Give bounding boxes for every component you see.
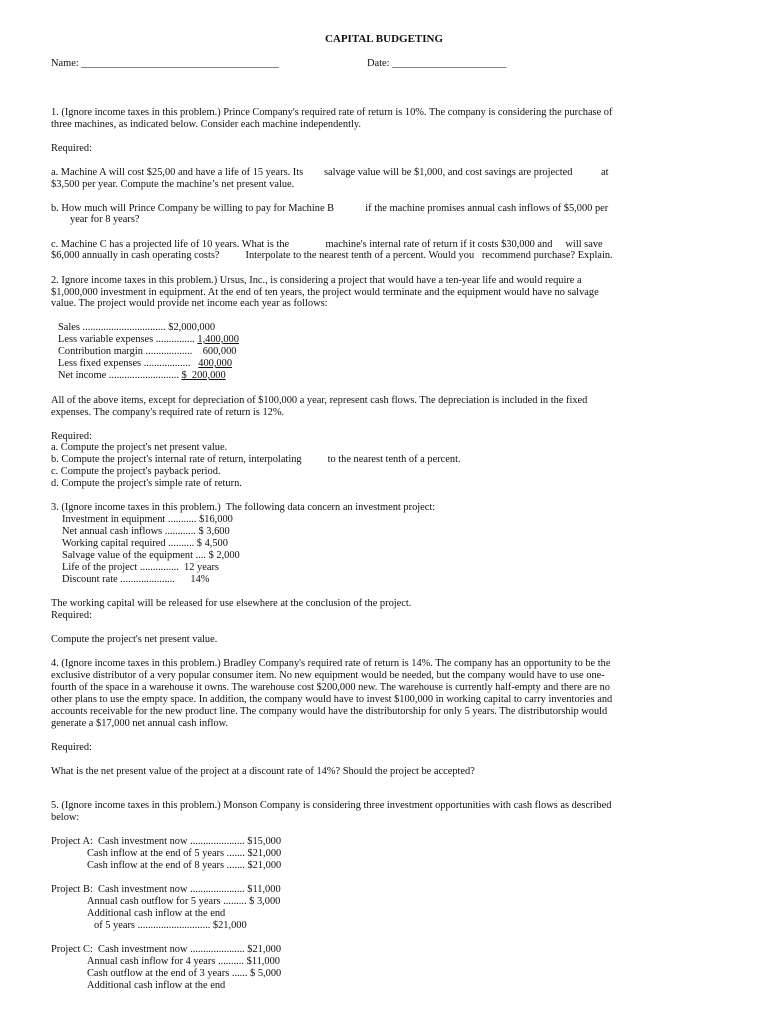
problem-3-note: The working capital will be released for use elsewhere at the conclusion of the project. (51, 598, 412, 609)
problem-1-part-c-line-1: c. Machine C has a projected life of 10 years. What is the machine's internal rate of return if it costs $30,000 and will save (51, 239, 603, 250)
income-value: $ 200,000 (181, 370, 226, 381)
problem-1-part-b-line-2: year for 8 years? (70, 214, 140, 225)
problem-2-part-a: a. Compute the project's net present value. (51, 442, 228, 453)
problem-1-required: Required: (51, 143, 92, 154)
problem-2-intro-line-3: value. The project would provide net income each year as follows: (51, 298, 328, 309)
problem-2-intro-line-2: $1,000,000 investment in equipment. At the end of ten years, the project would terminate and the equipment would have no salvage (51, 287, 599, 298)
problem-2-note-line-2: expenses. The company's required rate of return is 12%. (51, 407, 285, 418)
page-title: CAPITAL BUDGETING (324, 33, 444, 45)
problem-4-line-4: other plans to use the empty space. In addition, the company would have to invest $100,000 in working capital to carry inventories and (51, 694, 613, 705)
problem-1-part-c-line-2: $6,000 annually in cash operating costs? Interpolate to the nearest tenth of a percent. Would you recommend purchase? Explain. (51, 250, 613, 261)
project-c-row: Annual cash inflow for 4 years .......... $11,000 (87, 956, 280, 967)
date-field: Date: ______________________ (367, 58, 507, 69)
problem-4-required: Required: (51, 742, 92, 753)
income-label: Less fixed expenses .................. (58, 358, 199, 369)
problem-3-compute: Compute the project's net present value. (51, 634, 218, 645)
project-b-row: Annual cash outflow for 5 years ......... $ 3,000 (87, 896, 281, 907)
problem-2-required: Required: (51, 431, 92, 442)
project-data-row: Salvage value of the equipment .... $ 2,000 (62, 550, 240, 561)
problem-4-line-2: exclusive distributor of a very popular consumer item. No new equipment would be needed, but the company would have to use one- (51, 670, 605, 681)
problem-1-part-b-line-1: b. How much will Prince Company be willing to pay for Machine B if the machine promises annual cash inflows of $5,000 per (51, 203, 609, 214)
problem-5-line-2: below: (51, 812, 80, 823)
problem-2-part-c: c. Compute the project's payback period. (51, 466, 221, 477)
problem-4-line-5: accounts receivable for the new product line. The company would have the distributorship for only 5 years. The distributorship would (51, 706, 608, 717)
project-a-row: Cash inflow at the end of 8 years ....... $21,000 (87, 860, 282, 871)
problem-4-line-1: 4. (Ignore income taxes in this problem.) Bradley Company's required rate of return is 14%. The company has an opportunity to be the (51, 658, 611, 669)
project-data-row: Net annual cash inflows ............ $ 3,600 (62, 526, 230, 537)
income-row-net-income (58, 370, 226, 382)
income-row-fixed-expenses (58, 358, 232, 370)
project-a-row: Project A: Cash investment now ..................... $15,000 (51, 836, 282, 847)
project-c-row: Project C: Cash investment now ..................... $21,000 (51, 944, 282, 955)
problem-1-part-a-line-2: $3,500 per year. Compute the machine’s net present value. (51, 179, 295, 190)
problem-2-part-d: d. Compute the project's simple rate of return. (51, 478, 242, 489)
problem-1-part-a-line-1: a. Machine A will cost $25,00 and have a life of 15 years. Its salvage value will be $1,000, and cost savings are projected at (51, 167, 609, 178)
income-row-contribution-margin: Contribution margin .................. 600,000 (58, 346, 237, 357)
problem-1-intro-line-1: 1. (Ignore income taxes in this problem.) Prince Company's required rate of return is 10%. The company is considering the purchase of (51, 107, 613, 118)
project-data-row: Working capital required .......... $ 4,500 (62, 538, 228, 549)
project-c-row: Cash outflow at the end of 3 years ...... $ 5,000 (87, 968, 282, 979)
project-b-row: Project B: Cash investment now ..................... $11,000 (51, 884, 281, 895)
project-a-row: Cash inflow at the end of 5 years ....... $21,000 (87, 848, 282, 859)
income-row-variable-expenses (58, 334, 239, 346)
project-b-row: Additional cash inflow at the end (87, 908, 226, 919)
income-value: 400,000 (198, 358, 233, 369)
income-label: Net income ........................... (58, 370, 182, 381)
problem-2-note-line-1: All of the above items, except for depreciation of $100,000 a year, represent cash flows. The depreciation is included in the fixed (51, 395, 588, 406)
problem-2-intro-line-1: 2. Ignore income taxes in this problem.) Ursus, Inc., is considering a project that would have a ten-year life and would require a (51, 275, 582, 286)
income-label: Less variable expenses ............... (58, 334, 198, 345)
problem-4-line-6: generate a $17,000 net annual cash inflow. (51, 718, 229, 729)
name-field: Name: ______________________________________ (51, 58, 279, 69)
problem-4-line-3: fourth of the space in a warehouse it owns. The warehouse cost $200,000 new. The warehouse is currently half-empty and there are no (51, 682, 610, 693)
problem-1-intro-line-2: three machines, as indicated below. Consider each machine independently. (51, 119, 361, 130)
problem-5-line-1: 5. (Ignore income taxes in this problem.) Monson Company is considering three investment opportunities with cash flows as described (51, 800, 612, 811)
project-data-row: Investment in equipment ........... $16,000 (62, 514, 233, 525)
problem-4-question: What is the net present value of the project at a discount rate of 14%? Should the project be accepted? (51, 766, 475, 777)
project-c-row: Additional cash inflow at the end (87, 980, 226, 991)
income-row-sales: Sales ................................ $2,000,000 (58, 322, 216, 333)
problem-3-intro: 3. (Ignore income taxes in this problem.) The following data concern an investment project: (51, 502, 436, 513)
project-data-row: Life of the project ............... 12 years (62, 562, 219, 573)
project-data-row: Discount rate ..................... 14% (62, 574, 210, 585)
problem-2-part-b: b. Compute the project's internal rate of return, interpolating to the nearest tenth of a percent. (51, 454, 461, 465)
project-b-row: of 5 years ............................ $21,000 (94, 920, 247, 931)
income-value: 1,400,000 (197, 334, 239, 345)
problem-3-required: Required: (51, 610, 92, 621)
